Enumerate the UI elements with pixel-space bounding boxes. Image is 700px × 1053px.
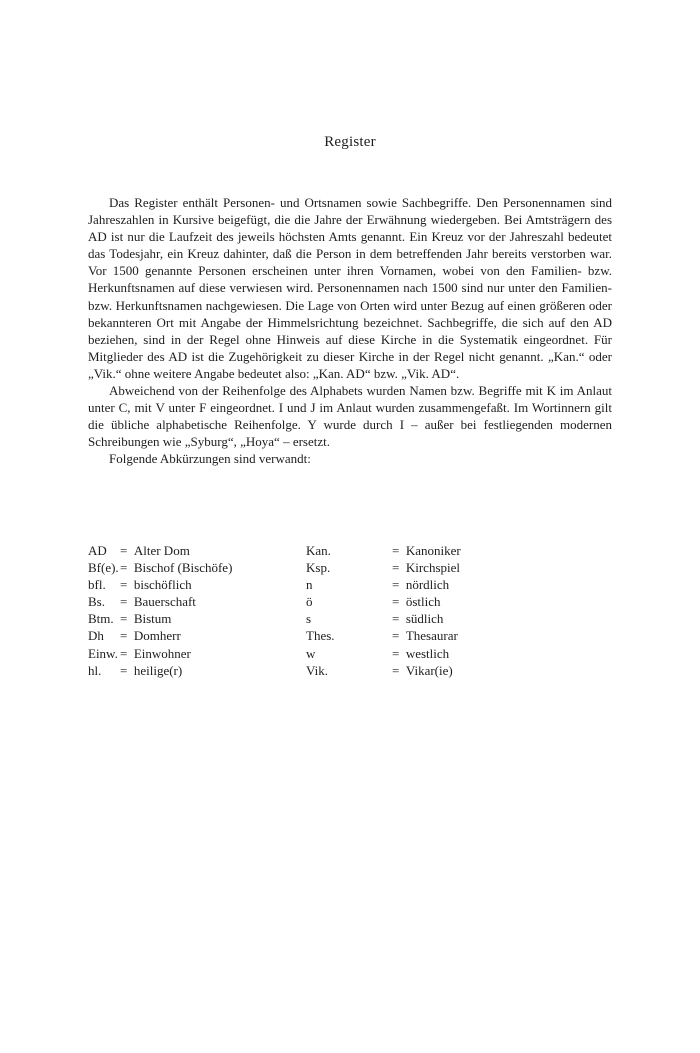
abbreviation-row: [88, 627, 612, 644]
abbreviation: Bs.: [88, 594, 105, 610]
meaning-text: Kirchspiel: [405, 560, 460, 576]
meaning-text: Vikar(ie): [405, 662, 453, 678]
abbreviation: Bf(e).: [88, 560, 119, 576]
abbreviation-meaning: [392, 559, 460, 576]
equals-sign: =: [120, 611, 128, 627]
equals-sign: =: [120, 645, 128, 661]
abbreviation-meaning: [392, 627, 458, 644]
abbreviation: Ksp.: [306, 560, 331, 576]
abbreviation: Btm.: [88, 611, 114, 627]
abbreviation-row: [88, 645, 612, 662]
abbreviation-meaning: [392, 610, 443, 627]
abbreviation-meaning: [120, 593, 196, 610]
meaning-text: Domherr: [133, 628, 181, 644]
meaning-text: Alter Dom: [133, 543, 190, 558]
abbreviation: n: [306, 577, 313, 593]
abbreviation: Kan.: [306, 543, 331, 558]
meaning-text: Einwohner: [133, 645, 191, 661]
meaning-text: südlich: [405, 611, 444, 627]
meaning-text: Bistum: [133, 611, 172, 627]
abbreviation-row: [88, 610, 612, 627]
meaning-text: westlich: [405, 645, 450, 661]
abbreviation-meaning: [392, 576, 449, 593]
abbreviation-meaning: [392, 645, 449, 662]
body-text: [88, 194, 612, 468]
paragraph: Abweichend von der Reihenfolge des Alphabets wurden Namen bzw. Begriffe mit K im Anlaut unter C, mit V unter F eingeordnet. I und J im Anlaut wurden zusammengefaßt. Im Wortinnern gilt die übliche alphabetische Reihenfolge. Y wurde durch I – außer bei festliegenden modernen Schreibungen wie „Syburg“, „Hoya“ – ersetzt.: [88, 383, 612, 450]
abbreviation-table: [88, 542, 612, 679]
abbreviation: ö: [306, 594, 313, 610]
equals-sign: =: [392, 645, 400, 661]
equals-sign: =: [120, 594, 128, 610]
meaning-text: Bischof (Bischöfe): [133, 560, 233, 576]
equals-sign: =: [120, 662, 128, 678]
equals-sign: =: [120, 543, 128, 558]
abbreviation: Thes.: [306, 628, 335, 644]
meaning-text: nördlich: [405, 577, 450, 593]
paragraph: Folgende Abkürzungen sind verwandt:: [109, 451, 311, 467]
abbreviation-meaning: [120, 627, 181, 644]
abbreviation: Vik.: [306, 662, 328, 678]
abbreviation-meaning: [392, 662, 453, 679]
meaning-text: bischöflich: [133, 577, 192, 593]
abbreviation-row: [88, 559, 612, 576]
abbreviation-meaning: [392, 542, 461, 559]
abbreviation: Dh: [88, 628, 104, 644]
meaning-text: Bauerschaft: [133, 594, 196, 610]
abbreviation-meaning: [120, 662, 182, 679]
equals-sign: =: [392, 543, 400, 558]
page-title: Register: [324, 134, 376, 150]
equals-sign: =: [392, 577, 400, 593]
abbreviation-row: [88, 593, 612, 610]
meaning-text: östlich: [405, 594, 441, 610]
equals-sign: =: [392, 560, 400, 576]
equals-sign: =: [392, 662, 400, 678]
meaning-text: Kanoniker: [405, 543, 461, 558]
abbreviation-meaning: [120, 542, 190, 559]
abbreviation: Einw.: [88, 645, 118, 661]
equals-sign: =: [392, 628, 400, 644]
equals-sign: =: [120, 577, 128, 593]
abbreviation: w: [306, 645, 316, 661]
equals-sign: =: [392, 594, 400, 610]
equals-sign: =: [120, 628, 128, 644]
abbreviation-row: [88, 576, 612, 593]
abbreviation: AD: [88, 543, 107, 558]
meaning-text: Thesaurar: [405, 628, 458, 644]
abbreviation: s: [306, 611, 312, 627]
abbreviation-meaning: [392, 593, 441, 610]
abbreviation: hl.: [88, 662, 102, 678]
abbreviation-row: [88, 542, 612, 559]
abbreviation-meaning: [120, 610, 171, 627]
paragraph: Das Register enthält Personen- und Ortsnamen sowie Sachbegriffe. Den Personennamen sind Jahreszahlen in Kursive beigefügt, die die Jahre der Erwähnung wiedergeben. Bei Amtsträgern des AD ist nur die Laufzeit des jeweils höchsten Amts genannt. Ein Kreuz vor der Jahreszahl bedeutet das Todesjahr, ein Kreuz dahinter, daß die Person in dem betreffenden Jahr bereits verstorben war. Vor 1500 genannte Personen erscheinen unter ihren Vornamen, wobei von den Familien- bzw. Herkunftsnamen auf diese verwiesen wird. Personennamen nach 1500 sind nur unter den Familien- bzw. Herkunftsnamen nachgewiesen. Die Lage von Orten wird unter Bezug auf einen größeren oder bekannteren Ort mit Angabe der Himmelsrichtung bezeichnet. Sachbegriffe, die sich auf den AD beziehen, sind in der Regel ohne Hinweis auf diese Kirche in die Systematik eingeordnet. Für Mitglieder des AD ist die Zugehörigkeit zu dieser Kirche in der Regel nicht genannt. „Kan.“ oder „Vik.“ ohne weitere Angabe bedeutet also: „Kan. AD“ bzw. „Vik. AD“.: [88, 195, 612, 381]
abbreviation-row: [88, 662, 612, 679]
abbreviation-meaning: [120, 576, 192, 593]
meaning-text: heilige(r): [133, 662, 183, 678]
equals-sign: =: [120, 560, 128, 576]
abbreviation: bfl.: [88, 577, 106, 593]
equals-sign: =: [392, 611, 400, 627]
abbreviation-meaning: [120, 645, 191, 662]
abbreviation-meaning: [120, 559, 232, 576]
